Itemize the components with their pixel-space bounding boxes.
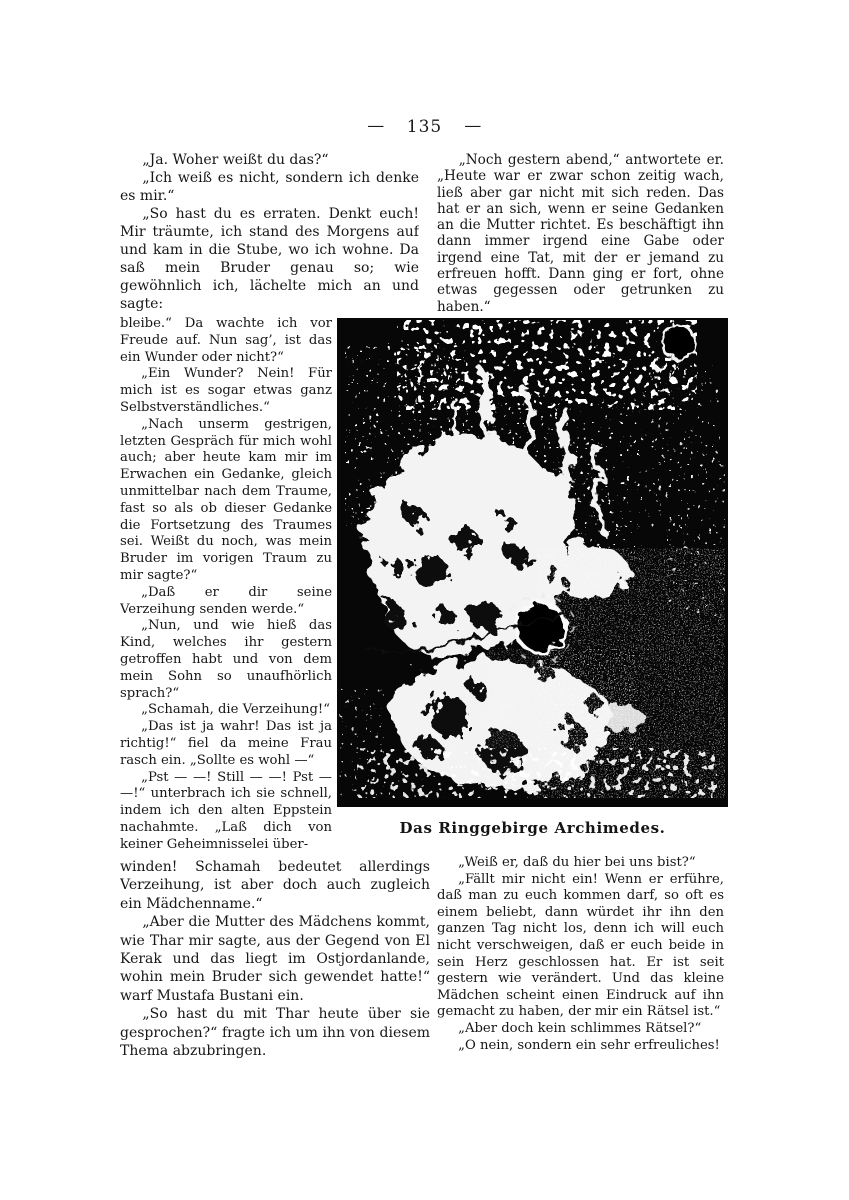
paragraph: „Pst — —! Still — —! Pst — —!“ unterbrach ich sie schnell, indem ich den alten Eppstein nachahmte. „Laß dich von keiner Geheimnisselei über- <box>120 769 332 852</box>
page-number-dash-left: — <box>367 116 385 136</box>
paragraph: „Ein Wunder? Nein! Für mich ist es sogar etwas ganz Selbstverständliches.“ <box>120 366 332 415</box>
paragraph: „Ja. Woher weißt du das?“ <box>142 152 329 168</box>
paragraph: „So hast du mit Thar heute über sie gesprochen?“ fragte ich um ihn von diesem Thema abzubringen. <box>120 1006 430 1060</box>
moon-photograph <box>337 318 728 807</box>
paragraph: „So hast du es erraten. Denkt euch! Mir träumte, ich stand des Morgens auf und kam in die Stube, wo ich wohne. Da saß mein Bruder genau so; wie gewöhnlich ich, lächelte mich an und sagte: <box>120 206 419 312</box>
page-number-dash-right: — <box>464 116 482 136</box>
left-column-below-image <box>120 858 430 1064</box>
paragraph: „Nun, und wie hieß das Kind, welches ihr gestern getroffen habt und von dem mein Sohn so unaufhörlich sprach?“ <box>120 618 332 701</box>
left-column-top <box>120 151 419 315</box>
page-number <box>0 117 849 137</box>
page-number-value: 135 <box>406 117 443 137</box>
left-column-beside-image <box>120 316 332 856</box>
paragraph: „Nach unserm gestrigen, letzten Gespräch für mich wohl auch; aber heute kam mir im Erwachen ein Gedanke, gleich unmittelbar nach dem Traume, fast so als ob dieser Gedanke die Fortsetzung des Traumes sei. Weißt du noch, was mein Bruder im vorigen Traum zu mir sagte?“ <box>120 416 332 583</box>
paragraph: „Weiß er, daß du hier bei uns bist?“ <box>458 855 696 870</box>
paragraph: „O nein, sondern ein sehr erfreuliches! <box>458 1037 720 1053</box>
paragraph: „Aber die Mutter des Mädchens kommt, wie Thar mir sagte, aus der Gegend von El Kerak und das liegt im Ostjordanlande, wohin mein Bruder sich gewendet hatte!“ warf Mustafa Bustani ein. <box>120 914 430 1004</box>
paragraph: „Noch gestern abend,“ antwortete er. „Heute war er zwar schon zeitig wach, ließ aber gar nicht mit sich reden. Das hat er an sich, wenn er seine Gedanken an die Mutter richtet. Es beschäftigt ihn dann immer irgend eine Gabe oder irgend eine Tat, mit der er jemand zu erfreuen hofft. Dann ging er fort, ohne etwas gegessen oder getrunken zu haben.“ <box>437 152 724 315</box>
paragraph: „Ich weiß es nicht, sondern ich denke es mir.“ <box>120 170 419 204</box>
photo-caption: Das Ringgebirge Archimedes. <box>399 819 666 837</box>
paragraph: „Fällt mir nicht ein! Wenn er erführe, daß man zu euch kommen darf, so oft es einem beliebt, dann würdet ihr ihn den ganzen Tag nicht los, denn ich will euch nicht verschweigen, daß er euch beide in sein Herz geschlossen hat. Er ist seit gestern wie verändert. Und das kleine Mädchen scheint einen Eindruck auf ihn gemacht zu haben, der mir ein Rätsel ist.“ <box>437 871 724 1020</box>
paragraph: „Daß er dir seine Verzeihung senden werde.“ <box>120 584 332 617</box>
paragraph-continuation: bleibe.“ Da wachte ich vor Freude auf. Nun sag’, ist das ein Wunder oder nicht?“ <box>120 316 332 365</box>
paragraph: „Schamah, die Verzeihung!“ <box>141 702 330 718</box>
paragraph-continuation: winden! Schamah bedeutet allerdings Verzeihung, ist aber doch auch zugleich ein Mädchenname.“ <box>120 859 430 912</box>
paragraph <box>120 313 419 315</box>
paragraph: „Aber doch kein schlimmes Rätsel?“ <box>458 1020 702 1036</box>
right-column-top <box>437 152 724 316</box>
moon-photo-svg <box>337 318 728 807</box>
right-column-below-image <box>437 855 724 1063</box>
paragraph: „Das ist ja wahr! Das ist ja richtig!“ fiel da meine Frau rasch ein. „Sollte es wohl —“ <box>120 719 332 768</box>
